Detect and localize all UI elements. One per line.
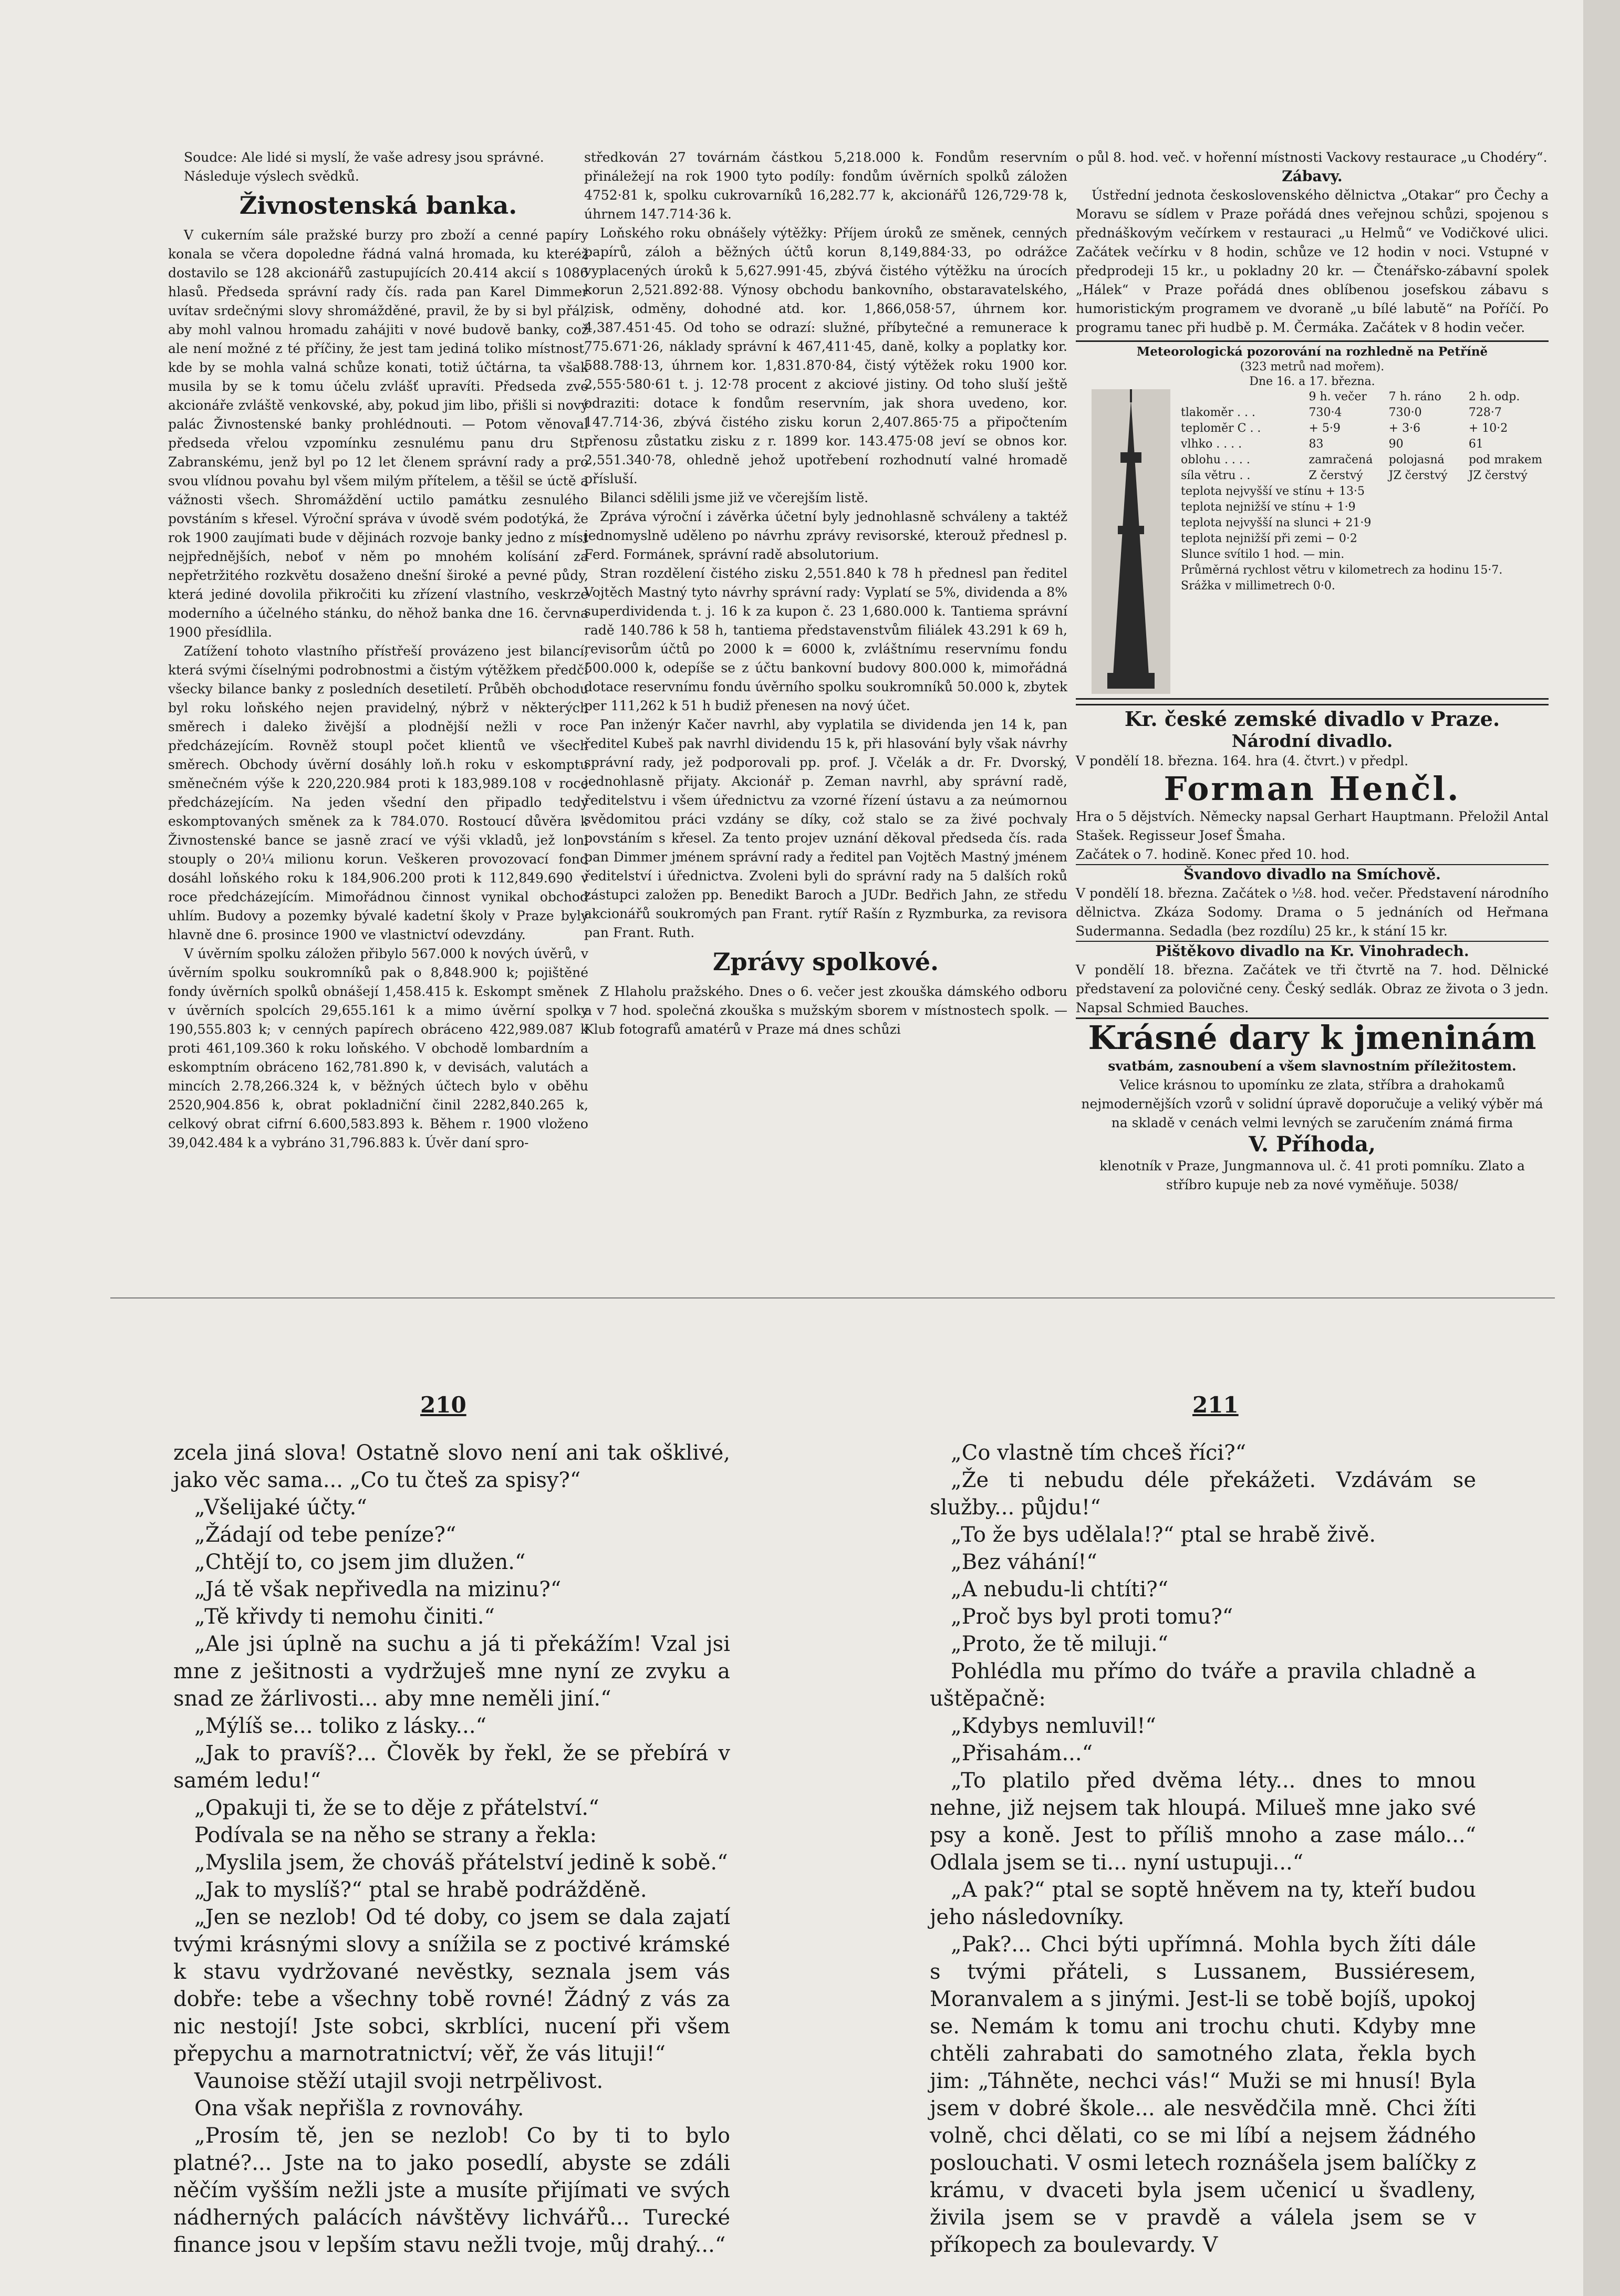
story-line: „Proto, že tě miluji.“ [951, 1632, 1168, 1656]
newspaper-column-3 [1076, 148, 1549, 1277]
story-line: „Kdybys nemluvil!“ [951, 1714, 1156, 1738]
story-line: „Jen se nezlob! Od té doby, co jsem se dala zajatí tvými krásnými slovy a snížila se z poctivé krámské k stavu vydržované nevěstky, seznala jsem vás dobře: tebe a všechny tobě rovné! Žádný z vás za nic nestojí! Jste sobci, skrblíci, nucení při všem přepychu a marnotratnictví; věř, že vás lituji!“ [173, 1905, 730, 2066]
clubs-paragraph: Z Hlaholu pražského. Dnes o 6. večer jest zkouška dámského odboru a v 7 hod. společná zkouška s mužským sborem v místnostech spolk. — Klub fotografů amatérů v Praze má dnes schůzi [584, 984, 1067, 1037]
page-edge-shadow [1583, 0, 1620, 2296]
story-page-left [173, 1439, 730, 2257]
weather-table [1181, 389, 1549, 594]
court-text: Soudce: Ale lidé si myslí, že vaše adresy jsou správné. [184, 150, 544, 165]
entertainment-paragraph: Ústřední jednota československého dělnictva „Otakar“ pro Čechy a Moravu se sídlem v Praze pořádá dnes veřejnou schůzi, spojenou s přednáškovým večírkem v restauraci „u Helmů“ ve Vodičkové ulici. Začátek večírku v 8 hodin, schůze ve 12 hodin v noci. Vstupné v předprodeji 15 kr., u pokladny 20 kr. — Čtenářsko-zábavní spolek „Hálek“ v Praze pořádá dnes oblíbenou josefskou zábavu s humoristickým programem ve dvoraně „u bílé labutě“ na Poříčí. Po programu tanec při hudbě p. M. Čermáka. Začátek v 8 hodin večer. [1076, 188, 1549, 335]
story-line: „Co vlastně tím chceš říci?“ [951, 1441, 1247, 1465]
bank-heading: Živnostenská banka. [239, 191, 517, 220]
weather-extra: Průměrná rychlost větru v kilometrech za hodinu 15·7. [1181, 564, 1503, 577]
play-times: Začátek o 7. hodině. Konec před 10. hod. [1076, 847, 1350, 862]
story-line: „A pak?“ ptal se soptě hněvem na ty, kteří budou jeho následovníky. [930, 1878, 1476, 1929]
pistekovo-heading: Pištěkovo divadlo na Kr. Vinohradech. [1076, 941, 1549, 961]
weather-extra: teplota nejvyšší na slunci + 21·9 [1181, 516, 1372, 529]
ad-firm: V. Příhoda, [1249, 1132, 1376, 1157]
story-page-right [930, 1439, 1476, 2257]
story-line: „Jak to pravíš?... Člověk by řekl, že se přebírá v samém ledu!“ [173, 1741, 730, 1793]
story-line: „Chtějí to, co jsem jim dlužen.“ [194, 1550, 526, 1574]
story-line: „Všelijaké účty.“ [194, 1495, 367, 1520]
story-line: „Myslila jsem, že chováš přátelství jedině k sobě.“ [194, 1851, 728, 1875]
story-line: „Já tě však nepřivedla na mizinu?“ [194, 1577, 562, 1602]
story-line: „Jak to myslíš?“ ptal se hrabě podrážděně. [194, 1878, 647, 1902]
bank-paragraph: středkován 27 továrnám částkou 5,218.000 k. Fondům reservním přináležejí na rok 1900 tyto podíly: fondům úvěrních spolků záložen 4752·81 k, spolku cukrovarníků 16,282.77 k, akcionářů 126,729·78 k, úhrnem 147.714·36 k. [584, 150, 1067, 222]
story-line: „Tě křivdy ti nemohu činiti.“ [194, 1605, 495, 1629]
svandovo-text: V pondělí 18. března. Začátek o ½8. hod. večer. Představení národního dělnictva. Zkáza Sodomy. Drama o 5 jednáních od Heřmana Sudermanna. Sedadla (bez rozdílu) 25 kr., k stání 15 kr. [1076, 886, 1549, 939]
jewelry-ad [1076, 1017, 1549, 1194]
bank-paragraph: Zpráva výroční i závěrka účetní byly jednohlasně schváleny a taktéž jednomyslně uděleno po návrhu zprávy revisorské, kterouž přednesl p. Ferd. Formánek, správní radě absolutorium. [584, 509, 1067, 562]
story-line: „Žádají od tebe peníze?“ [194, 1523, 456, 1547]
weather-box [1076, 340, 1549, 700]
weather-row: teploměr C . . + 5·9 + 3·6 + 10·2 [1181, 422, 1508, 435]
weather-date: Dne 16. a 17. března. [1249, 375, 1375, 388]
story-line: „A nebudu-li chtíti?“ [951, 1577, 1169, 1602]
play-description: Hra o 5 dějstvích. Německy napsal Gerhart Hauptmann. Přeložil Antal Stašek. Regisseur Josef Šmaha. [1076, 809, 1549, 843]
ad-text: Velice krásnou to upomínku ze zlata, stříbra a drahokamů nejmodernějších vzorů v solidní úpravě doporučuje a veliký výběr má na skladě v cenách velmi levných se zaručením známá firma [1081, 1077, 1543, 1130]
page-number-left: 210 [420, 1392, 466, 1418]
petrin-tower-icon [1092, 389, 1170, 694]
bank-paragraph: Loňského roku obnášely výtěžky: Příjem úroků ze směnek, cenných papírů, záloh a běžných účtů korun 8,149,884·33, po odrážce vyplacených úroků k 5,627.991·45, zbývá čistého výtěžku na úrocích korun 2,521.892·88. Výnosy obchodu bankovního, obstaravatelského, zisk, odměny, dohodné atd. kor. 1,866,058·57, úhrnem kor. 4,387.451·45. Od toho se odrazí: služné, příbytečné a remunerace k 775.671·26, náklady správní k 467,411·45, daně, kolky a poplatky kor. 588.788·13, úhrnem kor. 1,831.870·84, čistý výtěžek roku 1900 kor. 2,555·580·61 t. j. 12·78 procent z akciové jistiny. Od toho sluší ještě odraziti: dotace k fondům reservním, jak shora uvedeno, kor. 147.714·36, zbývá čistého zisku korun 2,407.865·75 a připočtením přenosu zůstatku zisku z r. 1899 kor. 143.475·08 jeví se obnos kor. 2,551.340·78, ohledně jehož upotřebení rozhodnutí valné hromadě přísluší. [584, 225, 1067, 486]
court-text-2: Následuje výslech svědků. [184, 169, 359, 184]
story-line: Podívala se na něho se strany a řekla: [194, 1823, 597, 1847]
story-line: „Opakuji ti, že se to děje z přátelství.“ [194, 1796, 599, 1820]
bank-paragraph: Pan inženýr Kačer navrhl, aby vyplatila se dividenda jen 14 k, pan ředitel Kubeš pak navrhl dividendu 15 k, při hlasování byly však návrhy správní rady, jež podporovali pp. prof. J. Včelák a dr. Fr. Dvorský, jednohlasně přijaty. Akcionář p. Zeman navrhl, aby správní radě, ředitelstvu i všem úřednictvu za vzorné řízení ústavu a za neúmornou svědomitou práci vzdány se díky, což stalo se za živé pochvaly povstáním s křesel. Za tento projev uznání děkoval předseda čís. rada pan Dimmer jménem správní rady a ředitel pan Vojtěch Mastný jménem ředitelství i úřednictva. Zvoleni byli do správní rady na 5 dalších roků zástupci založen pp. Benedikt Baroch a JUDr. Bedřich Jahn, ze středu akcionářů soukromých pan Frant. rytíř Rašín z Ryzmburka, za revisora pan Frant. Ruth. [584, 717, 1067, 940]
weather-extra: teplota nejvyšší ve stínu + 13·5 [1181, 485, 1365, 498]
weather-extra: teplota nejnižší při zemi − 0·2 [1181, 532, 1357, 545]
ad-subheading: svatbám, zasnoubení a všem slavnostním příležitostem. [1108, 1058, 1517, 1074]
story-line: Ona však nepřišla z rovnováhy. [194, 2096, 524, 2121]
clubs-continuation: o půl 8. hod. več. v hořenní místnosti Vackovy restaurace „u Chodéry“. [1076, 150, 1548, 165]
theater-date: V pondělí 18. března. 164. hra (4. čtvrt.) v předpl. [1076, 753, 1409, 768]
newspaper-column-1 [168, 148, 588, 1277]
story-line: „To platilo před dvěma léty... dnes to mnou nehne, již nejsem tak hloupá. Milueš mne jako své psy a koně. Jest to příliš mnoho a zase málo...“ Odlala jsem se ti... nyní ustupuji...“ [930, 1769, 1476, 1875]
weather-subtitle: (323 metrů nad mořem). [1240, 360, 1385, 373]
story-line: „Ale jsi úplně na suchu a já ti překážím! Vzal jsi mne z ješitnosti a vydržuješ mne nyní ze zvyku a snad ze žárlivosti... aby mne neměli jiní.“ [173, 1632, 730, 1711]
entertainment-heading: Zábavy. [1282, 168, 1343, 185]
story-line: „Prosím tě, jen se nezlob! Co by ti to bylo platné?... Jste na to jako posedlí, abyste se zdáli něčím vyšším nežli jste a musíte přijímati ve svých nádherných palácích návštěvy lichvářů... Turecké finance jsou v lepším stavu nežli tvoje, můj drahý...“ [173, 2124, 730, 2257]
bank-paragraph: V cukerním sále pražské burzy pro zboží a cenné papíry konala se včera dopoledne řádná valná hromada, ku kteréž dostavilo se 128 akcionářů zastupujících 20.414 akcií s 1086 hlasů. Předseda správní rady čís. rada pan Karel Dimmer uvítav srdečnými slovy shromážděné, pravil, že by si byl přál, aby mohl valnou hromadu zahájiti v nové budově banky, což ale není možné z té příčiny, že jest tam jediná toliko místnost, kde by se mohla valná schůze konati, totiž účtárna, ta však musila by se k tomu účelu zvlášť upravíti. Předseda zve akcionáře zvláště venkovské, aby, pokud jim libo, přišli si nový palác Živnostenské banky prohlédnouti. — Potom věnoval předseda vřelou vzpomínku zesnulému panu dru St. Zabranskému, jenž byl po 12 let členem správní rady a pro svou vlídnou povahu byl všem milým přítelem, a těšil se úctě a vážnosti všech. Shromáždění uctilo památku zesnulého povstáním s křesel. Výroční správa v úvodě svém podotýká, že rok 1900 zaujímati bude v dějinách rozvoje banky jedno z míst nejpřednějších, neboť v něm po mnohém kolísání za nepřetržitého rozkvětu dosaženo dnešní široké a pevné půdy, která jediné dovolila přikročiti ku zřízení vlastního, veskrze moderního a účelného stánku, do něhož banka dne 16. června 1900 přesídlila. [168, 227, 588, 640]
story-line: „Proč bys byl proti tomu?“ [951, 1605, 1233, 1629]
bank-paragraph: Zatížení tohoto vlastního přístřeší provázeno jest bilancí, která svými číselnými podrobnostmi a čistým výtěžkem předčí všecky bilance banky z posledních desetiletí. Průběh obchodu byl roku loňského nejen pravidelný, nýbrž v některých směrech i daleko živější a plodnější nežli v roce předcházejícím. Rovněž stoupl počet klientů ve všech směrech. Obchody úvěrní dosáhly loň.h roku v eskomptu směnečném výše k 220,220.984 proti k 183,989.108 v roce předcházejícím. Na jeden všední den připadlo tedy eskomptovaných směnek za k 784.070. Rostoucí důvěra k Živnostenské bance se jasně zrací ve výši vkladů, jež loni stouply o 20¼ milionu korun. Veškeren provozovací fond dosáhl loňského roku k 184,906.200 proti k 112,849.690 v roce předcházejícím. Mimořádnou činnost vynikal obchod uhlím. Budovy a pozemky bývalé kadetní školy v Praze byly hlavně dne 6. prosince 1900 ve vlastnictví odevzdány. [168, 643, 588, 942]
bank-paragraph: Bilanci sdělili jsme již ve včerejším listě. [600, 490, 869, 505]
story-line: „Že ti nebudu déle překážeti. Vzdávám se služby... půjdu!“ [930, 1468, 1476, 1520]
clubs-heading: Zprávy spolkové. [712, 948, 939, 976]
story-line: „Bez váhání!“ [951, 1550, 1097, 1574]
story-line: zcela jiná slova! Ostatně slovo není ani tak ošklivé, jako věc sama... „Co tu čteš za spisy?“ [173, 1441, 730, 1492]
weather-row: tlakoměr . . . 730·4 730·0 728·7 [1181, 406, 1502, 419]
theater-listing [1076, 704, 1549, 1017]
svandovo-heading: Švandovo divadlo na Smíchově. [1076, 864, 1549, 884]
ad-heading: Krásné dary k jmeninám [1076, 1017, 1549, 1057]
weather-title: Meteorologická pozorování na rozhledně na Petříně [1136, 345, 1488, 359]
weather-row: oblohu . . . . zamračená polojasná pod mrakem [1181, 453, 1542, 466]
bank-paragraph: Stran rozdělení čistého zisku 2,551.840 k 78 h přednesl pan ředitel Vojtěch Mastný tyto návrhy správní rady: Vyplatí se 5%, dividenda a 8% superdividenda t. j. 16 k za kupon č. 23 1,680.000 k. Tantiema správní radě 140.786 k 58 h, tantiema představenstvům filiálek 43.291 k 69 h, revisorům účtů po 2000 k = 6000 k, zvláštnímu reservnímu fondu 500.000 k, odepíše se z účtu bankovní budovy 800.000 k, mimořádná dotace reservnímu fondu úvěrního spolku soukromníků 50.000 k, zbytek per 111,262 k 51 h budiž přenesen na nový účet. [584, 566, 1067, 713]
play-title: Forman Henčl. [1164, 770, 1461, 808]
story-line: Pohlédla mu přímo do tváře a pravila chladně a uštěpačně: [930, 1659, 1476, 1711]
story-line: „Pak?... Chci býti upřímná. Mohla bych žíti dále s tvými přáteli, s Lussanem, Bussiéresem, Moranvalem a s jinými. Jest-li se tobě bojíš, upokoj se. Nemám k tomu ani trochu chuti. Kdyby mne chtěli zahrabati do samotného zlata, řekla bych jim: „Táhněte, nechci vás!“ Muži se mi hnusí! Byla jsem v dobré škole... ale nesvědčila mně. Chci žíti volně, chci dělati, co se mi líbí a nejsem žádného poslouchati. V osmi letech roznášela jsem balíčky z krámu, v dvaceti byla jsem učenicí u švadleny, živila jsem se v pravdě a válela jsem se v příkopech za boulevardy. V [930, 1933, 1476, 2257]
story-line: „Přisahám...“ [951, 1741, 1093, 1765]
theater-subheading: Národní divadlo. [1231, 731, 1393, 751]
story-line: Vaunoise stěží utajil svoji netrpělivost. [194, 2069, 604, 2093]
weather-extra: Slunce svítilo 1 hod. — min. [1181, 548, 1345, 561]
theater-heading: Kr. české zemské divadlo v Praze. [1124, 707, 1500, 731]
weather-header-row: 9 h. večer 7 h. ráno 2 h. odp. [1309, 390, 1520, 403]
pistekovo-text: V pondělí 18. března. Začátek ve tři čtvrtě na 7. hod. Dělnické představení za polovičné ceny. Český sedlák. Obraz ze života o 3 jedn. Napsal Schmied Bauches. [1076, 962, 1549, 1015]
weather-extra: Srážka v millimetrech 0·0. [1181, 579, 1335, 593]
bank-paragraph: V úvěrním spolku záložen přibylo 567.000 k nových úvěrů, v úvěrním spolku soukromníků pak o 8,848.900 k; pojištěné fondy úvěrních spolků obnášejí 1,458.415 k. Eskompt směnek v úvěrních spolcích 29,655.161 k a mimo úvěrní spolky 190,555.803 k; v cenných papírech obráceno 422,989.087 k proti 461,109.360 k roku loňského. V obchodě lombardním a eskomptním obráceno 162,781.890 k, v devisách, valutách a mincích 2.78,266.324 k, v běžných účtech bylo v oběhu 2520,904.856 k, obrat pokladniční činil 2282,840.265 k, celkový obrat cifrní 6.600,583.893 k. Během r. 1900 vloženo 39,042.484 k a vybráno 31,796.883 k. Úvěr daní spro- [168, 946, 588, 1150]
story-line: „To že bys udělala!?“ ptal se hrabě živě. [951, 1523, 1376, 1547]
weather-extra: teplota nejnižší ve stínu + 1·9 [1181, 501, 1356, 514]
page-fold-divider [110, 1297, 1555, 1298]
ad-address: klenotník v Praze, Jungmannova ul. č. 41 proti pomníku. Zlato a stříbro kupuje neb za nové vyměňuje. 5038/ [1099, 1158, 1525, 1192]
weather-row: síla větru . . Z čerstvý JZ čerstvý JZ čerstvý [1181, 469, 1528, 482]
story-line: „Mýlíš se... toliko z lásky...“ [194, 1714, 487, 1738]
page-number-right: 211 [1192, 1392, 1239, 1418]
newspaper-column-2 [584, 148, 1067, 1277]
weather-row: vlhko . . . . 83 90 61 [1181, 438, 1483, 451]
